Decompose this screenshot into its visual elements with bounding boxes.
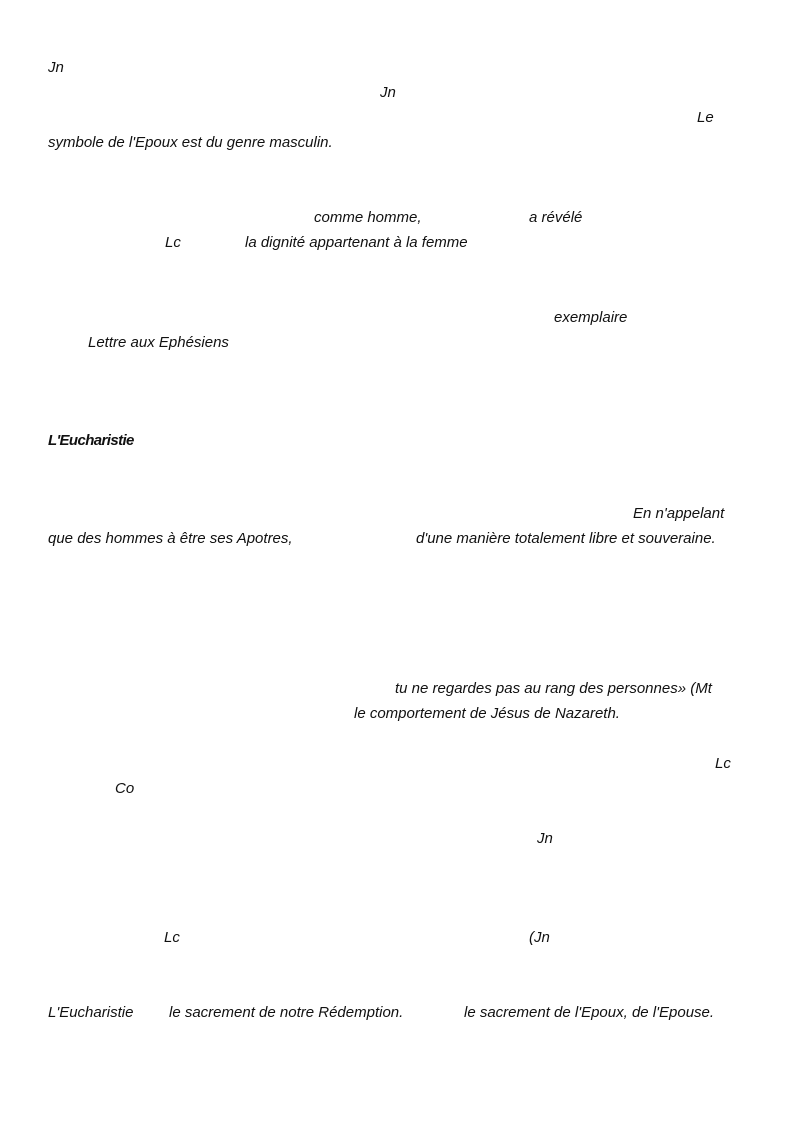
text-fragment: L'Eucharistie	[48, 1004, 134, 1021]
text-fragment-jn-ref: Jn	[380, 84, 396, 101]
text-fragment: le comportement de Jésus de Nazareth.	[354, 705, 620, 722]
text-fragment-co-ref: Co	[115, 780, 135, 797]
text-fragment: exemplaire	[554, 309, 628, 326]
text-fragment-jn-ref: Jn	[48, 59, 64, 76]
text-fragment: d'une manière totalement libre et souveraine.	[416, 530, 716, 547]
text-fragment: En n'appelant	[633, 505, 725, 522]
text-fragment-lc-ref: Lc	[164, 929, 180, 946]
text-fragment: le sacrement de notre Rédemption.	[169, 1004, 404, 1021]
text-fragment-lc-ref: Lc	[165, 234, 181, 251]
text-fragment-lc-ref: Lc	[715, 755, 731, 772]
text-fragment-jn-ref: Jn	[537, 830, 553, 847]
text-fragment: tu ne regardes pas au rang des personnes» (Mt	[395, 680, 712, 697]
text-fragment: la dignité appartenant à la femme	[245, 234, 468, 251]
text-fragment: comme homme,	[314, 209, 422, 226]
text-fragment: a révélé	[529, 209, 583, 226]
text-fragment-jn-ref: (Jn	[529, 929, 550, 946]
text-fragment: le sacrement de l'Epoux, de l'Epouse.	[464, 1004, 715, 1021]
section-heading: L'Eucharistie	[48, 432, 134, 449]
text-fragment: Lettre aux Ephésiens	[88, 334, 229, 351]
text-fragment: que des hommes à être ses Apotres,	[48, 530, 293, 547]
text-fragment: symbole de l'Epoux est du genre masculin.	[48, 134, 333, 151]
text-fragment: Le	[697, 109, 714, 126]
